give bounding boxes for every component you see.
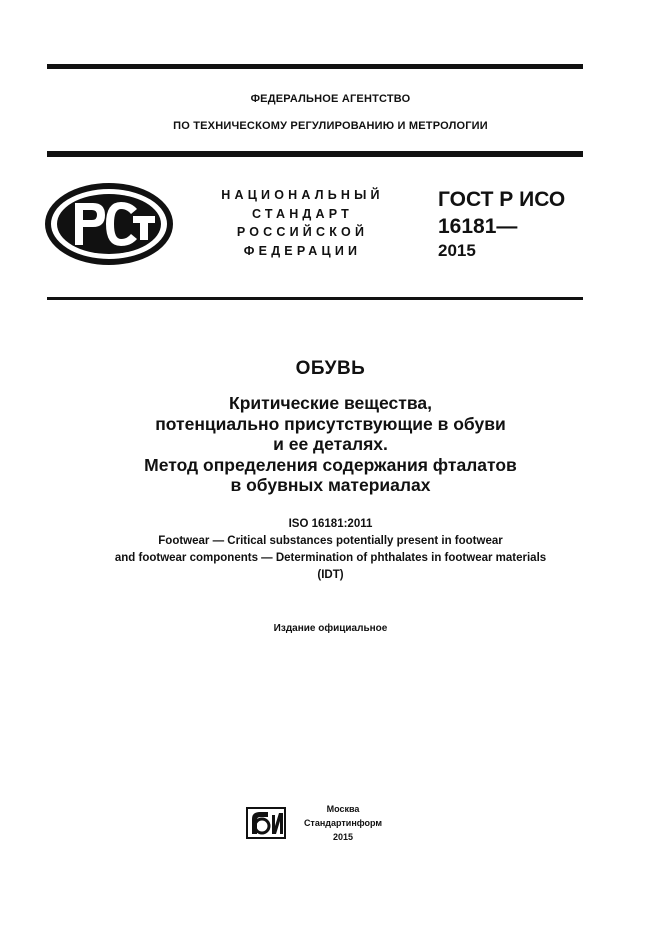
- edition-label: Издание официальное: [273, 623, 388, 634]
- national-line: СТАНДАРТ: [252, 206, 353, 221]
- agency-line-1: ФЕДЕРАЛЬНОЕ АГЕНТСТВО: [250, 93, 411, 105]
- publisher-city: Москва: [326, 804, 360, 814]
- gost-line-2: 16181—: [438, 215, 518, 238]
- subtitle-line: Критические вещества,: [229, 393, 432, 413]
- national-standard-label: [205, 186, 400, 260]
- header-rule: [47, 151, 583, 157]
- iso-english-line: Footwear — Critical substances potentially present in footwear: [158, 535, 503, 547]
- iso-english-line: and footwear components — Determination of phthalates in footwear materials: [114, 552, 547, 564]
- agency-line-2: ПО ТЕХНИЧЕСКОМУ РЕГУЛИРОВАНИЮ И МЕТРОЛОГИИ: [173, 120, 488, 132]
- rst-certification-logo-icon: [45, 183, 173, 265]
- gost-designation: [438, 186, 565, 262]
- national-line: РОССИЙСКОЙ: [236, 225, 369, 239]
- page-title: ОБУВЬ: [295, 358, 366, 379]
- subtitle-line: и ее деталях.: [273, 434, 388, 454]
- subtitle-line: в обувных материалах: [230, 475, 431, 495]
- gost-year: 2015: [438, 241, 476, 260]
- standartinform-logo-icon: [246, 807, 286, 839]
- top-rule: [47, 64, 583, 69]
- iso-number: ISO 16181:2011: [288, 518, 373, 530]
- block-rule: [47, 297, 583, 300]
- subtitle: [0, 393, 661, 496]
- national-line: НАЦИОНАЛЬНЫЙ: [221, 188, 384, 202]
- publisher-block: [288, 802, 398, 844]
- gost-line-1: ГОСТ Р ИСО: [438, 188, 566, 211]
- national-line: ФЕДЕРАЦИИ: [243, 243, 362, 258]
- publisher-year: 2015: [332, 832, 354, 842]
- iso-idt: (IDT): [317, 569, 344, 581]
- subtitle-line: Метод определения содержания фталатов: [144, 454, 517, 475]
- publisher-name: Стандартинформ: [303, 818, 383, 828]
- subtitle-line: потенциально присутствующие в обуви: [155, 413, 506, 434]
- iso-reference: [0, 516, 661, 584]
